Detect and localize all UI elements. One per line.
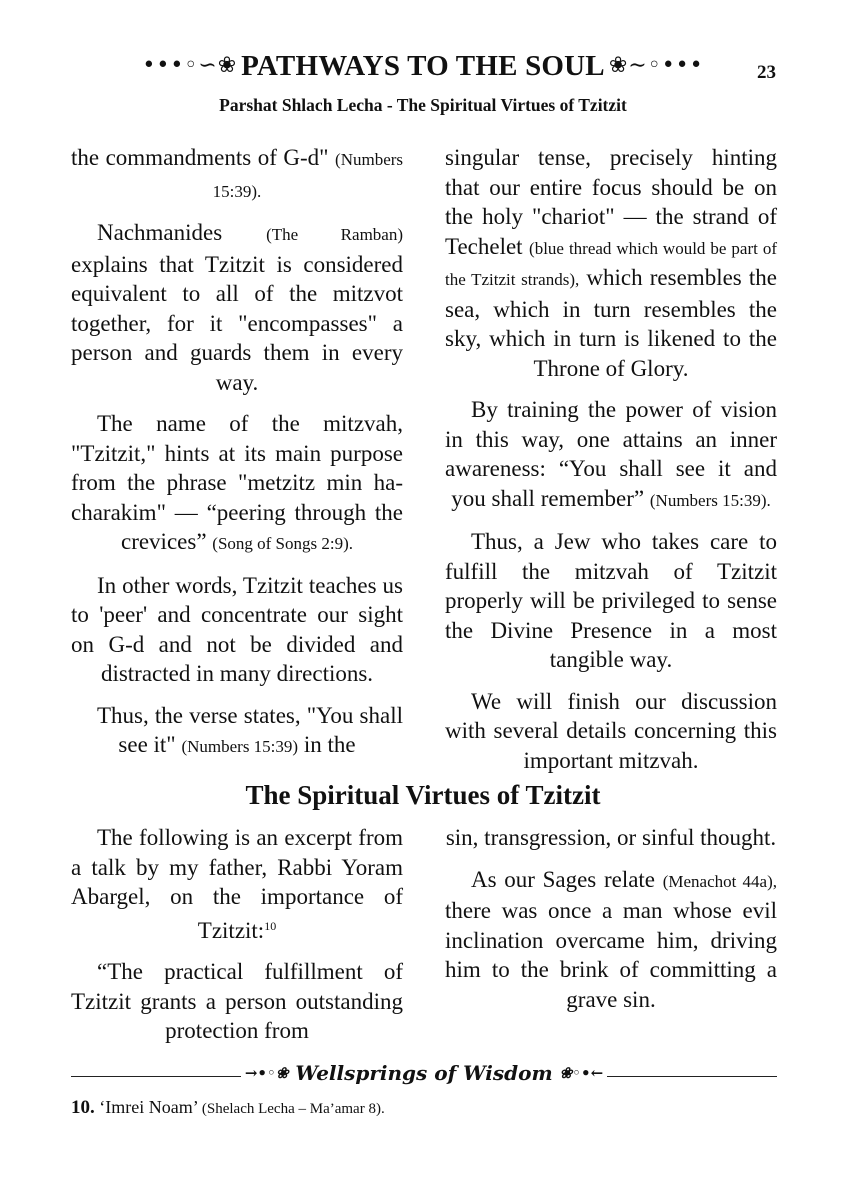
ornament-right-icon: ❀∼◦••• — [608, 53, 704, 78]
footnote-marker[interactable]: 10 — [264, 918, 277, 933]
left-column-top — [71, 143, 403, 774]
footnote-text: ‘Imrei Noam’ — [99, 1097, 198, 1117]
page-number: 23 — [757, 62, 776, 83]
chapter-subtitle: Parshat Shlach Lecha - The Spiritual Virtues of Tzitzit — [219, 95, 627, 115]
citation: (The Ramban) — [266, 225, 403, 244]
paragraph: sin, transgression, or sinful thought. — [445, 825, 777, 850]
book-title: PATHWAYS TO THE SOUL — [241, 50, 605, 82]
paragraph: the commandments of G-d" (Numbers 15:39). — [71, 145, 404, 201]
paragraph: As our Sages relate (Menachot 44a), there was once a man whose evil inclination overcame him, driving him to the brink of committing a grave sin. — [445, 866, 778, 1012]
citation: (Numbers 15:39). — [649, 490, 771, 510]
right-column-top — [445, 143, 777, 787]
ornament-left-icon: •••◦∽❀ — [142, 53, 238, 78]
paragraph: “The practical fulfillment of Tzitzit grants a person outstanding protection from — [71, 959, 403, 1043]
footnote-citation: (Shelach Lecha – Ma’amar 8). — [201, 1101, 385, 1117]
footnote — [71, 1097, 777, 1119]
paragraph: Nachmanides (The Ramban) explains that Tzitzit is considered equivalent to all of the mitzvot together, for it "encompasses" a person and guards them in every way. — [71, 220, 403, 395]
citation: (Song of Songs 2:9). — [212, 534, 354, 553]
flourish-right-icon: ❀◦•← — [559, 1064, 604, 1082]
paragraph: By training the power of vision in this way, one attains an inner awareness: “You shall see it and you shall remember” (Numbers 15:39). — [445, 397, 777, 511]
citation: (Menachot 44a), — [662, 871, 778, 891]
paragraph: The name of the mitzvah, "Tzitzit," hints at its main purpose from the phrase "metzitz min ha-charakim" — “peering through the crevices” (Song of Songs 2:9). — [71, 411, 403, 554]
footer-divider — [71, 1061, 777, 1091]
paragraph: We will finish our discussion with several details concerning this important mitzvah. — [445, 688, 777, 773]
left-column-bottom — [71, 823, 403, 1058]
paragraph: In other words, Tzitzit teaches us to 'peer' and concentrate our sight on G-d and not be divided and distracted in many directions. — [71, 572, 403, 686]
paragraph: singular tense, precisely hinting that our entire focus should be on the holy "chariot" — the strand of Techelet (blue thread which would be part of the Tzitzit strands), which resembles the sea, which in turn resembles the sky, which in turn is likened to the Throne of Glory. — [445, 145, 778, 381]
paragraph: Thus, a Jew who takes care to fulfill the mitzvah of Tzitzit properly will be privileged to sense the Divine Presence in a most tangible way. — [445, 529, 777, 672]
paragraph: Thus, the verse states, "You shall see it" (Numbers 15:39) in the — [97, 702, 403, 757]
section-heading: The Spiritual Virtues of Tzitzit — [245, 780, 601, 810]
paragraph: The following is an excerpt from a talk by my father, Rabbi Yoram Abargel, on the importance of Tzitzit:$^{10}$ — [71, 825, 403, 943]
citation: (Numbers 15:39) — [181, 737, 299, 756]
footer-label: Wellsprings of Wisdom — [295, 1061, 553, 1085]
running-header — [0, 50, 846, 83]
right-column-bottom — [445, 823, 777, 1026]
flourish-left-icon: →•◦❀ — [244, 1064, 289, 1082]
footnote-number: 10. — [71, 1097, 95, 1118]
citation: (Numbers 15:39). — [212, 150, 404, 201]
citation: (blue thread which would be part of the Tzitzit strands), — [445, 238, 777, 289]
